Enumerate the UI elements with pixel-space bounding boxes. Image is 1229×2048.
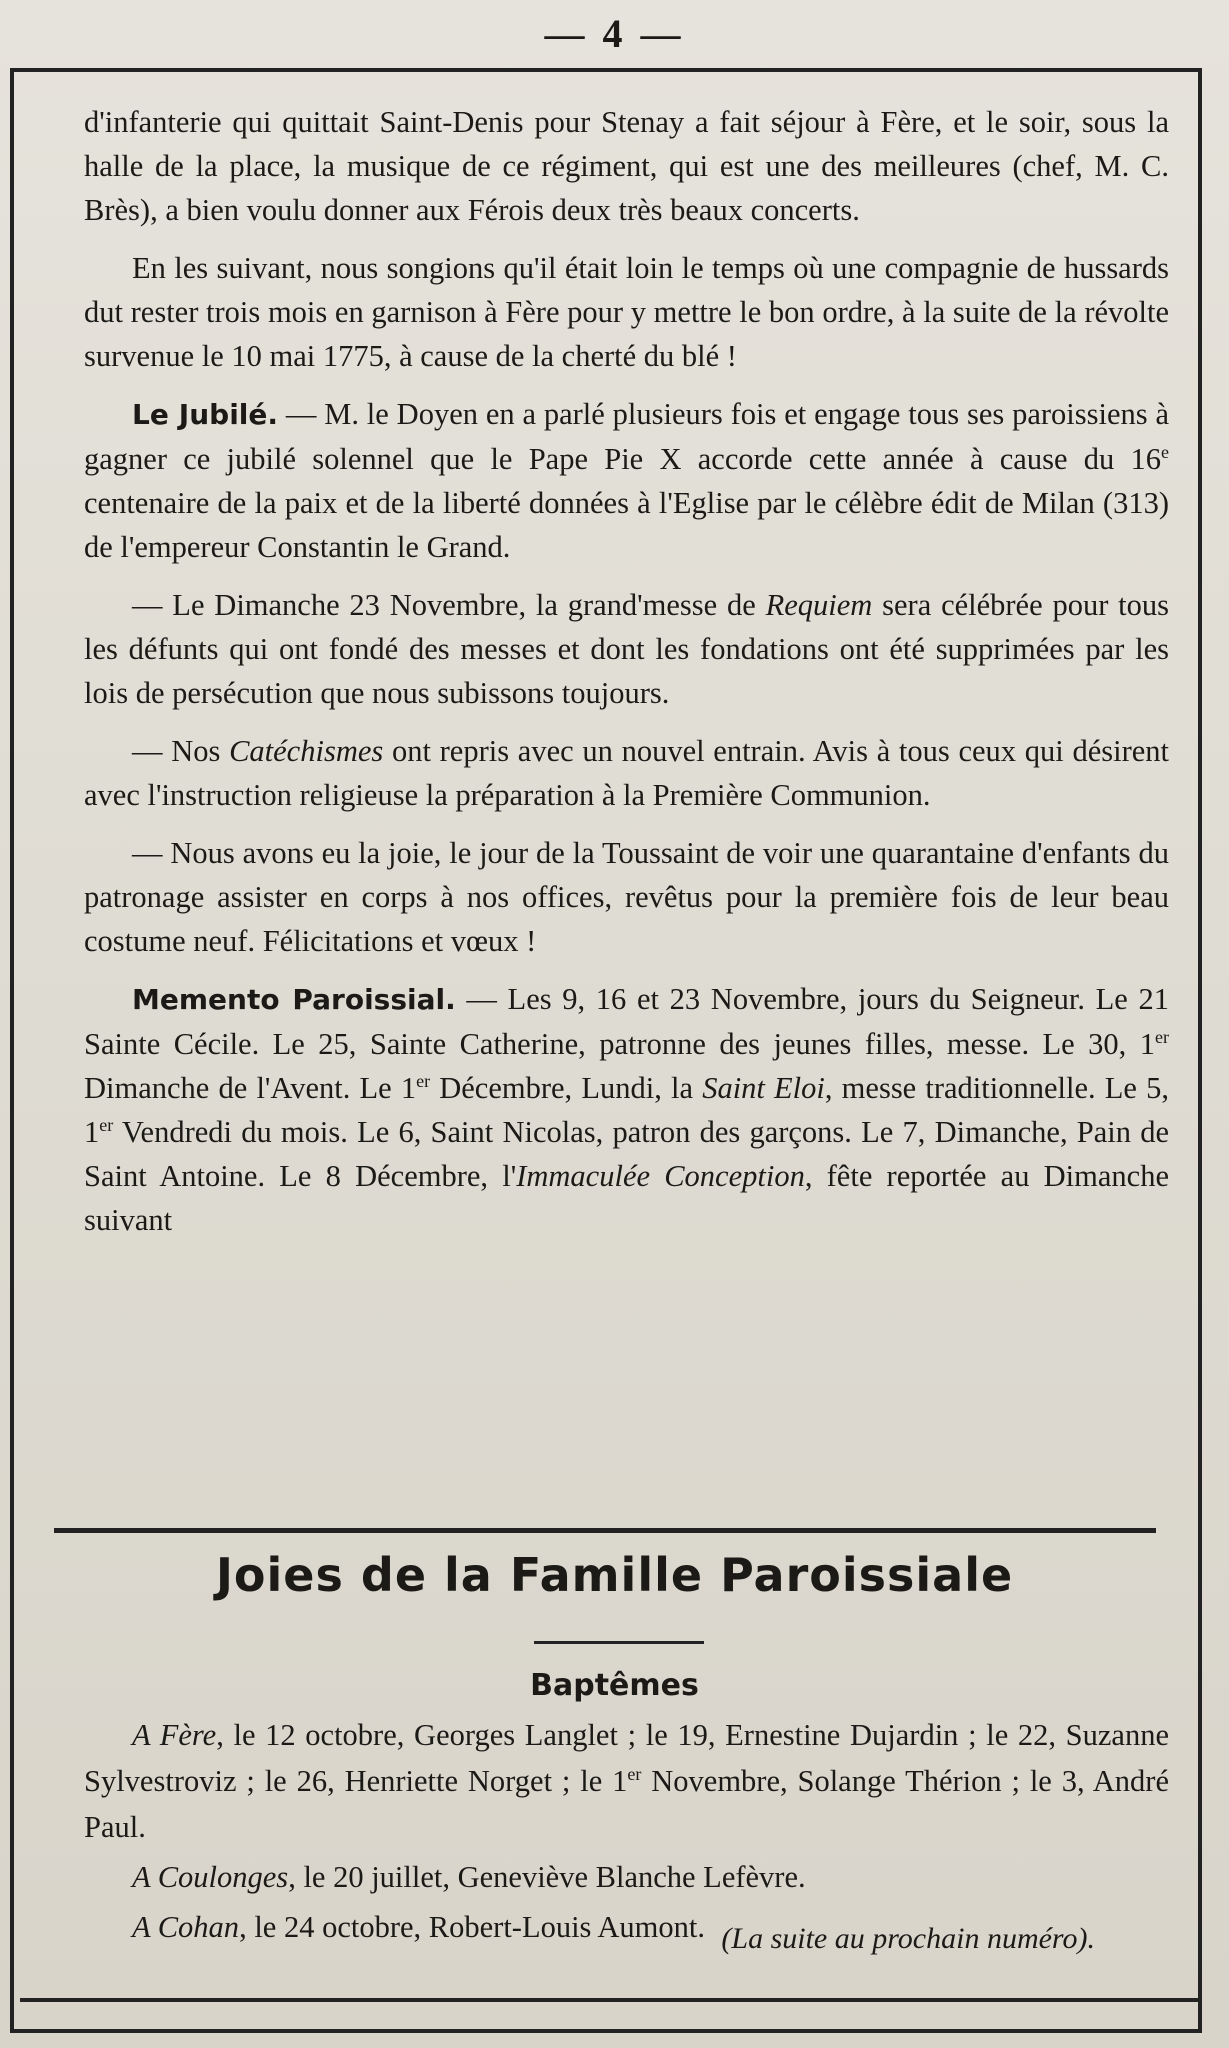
section-title: Joies de la Famille Paroissiale	[215, 1548, 1014, 1602]
paragraph-concerts: d'infanterie qui quittait Saint-Denis pour Stenay a fait séjour à Fère, et le soir, sous la halle de la place, la musique de ce régiment, qui est une des meilleures (chef, M. C. Brès), a bien voulu donner aux Férois deux très beaux concerts.	[84, 105, 1169, 227]
page-number: — 4 —	[544, 11, 685, 56]
bapteme-cohan: A Cohan, le 24 octobre, Robert-Louis Aumont.	[132, 1910, 705, 1944]
bapteme-fere: A Fère, le 12 octobre, Georges Langlet ; le 19, Ernestine Dujardin ; le 22, Suzanne Sylvestroviz ; le 26, Henriette Norget ; le 1er Novembre, Solange Thérion ; le 3, André Paul.	[84, 1718, 1169, 1844]
title-underline	[534, 1641, 704, 1644]
heading-jubile: Le Jubilé.	[132, 398, 279, 431]
paragraph-jubile: Le Jubilé. — M. le Doyen en a parlé plusieurs fois et engage tous ses paroissiens à gagner ce jubilé solennel que le Pape Pie X accorde cette année à cause du 16e centenaire de la paix et de la liberté données à l'Eglise par le célèbre édit de Milan (313) de l'empereur Constantin le Grand.	[84, 397, 1169, 564]
continued-note: (La suite au prochain numéro).	[721, 1922, 1095, 1955]
bapteme-coulonges: A Coulonges, le 20 juillet, Geneviève Blanche Lefèvre.	[132, 1860, 806, 1894]
bottom-border	[20, 1998, 1202, 2002]
paragraph-catechismes: — Nos Catéchismes ont repris avec un nouvel entrain. Avis à tous ceux qui désirent avec l'instruction religieuse la préparation à la Première Communion.	[84, 734, 1170, 812]
article-body	[84, 100, 1169, 1256]
paragraph-requiem: — Le Dimanche 23 Novembre, la grand'messe de Requiem sera célébrée pour tous les défunts qui ont fondé des messes et dont les fondations ont été supprimées par les lois de persécution que nous subissons toujours.	[84, 588, 1170, 710]
subsection-title: Baptêmes	[530, 1668, 699, 1703]
paragraph-hussards: En les suivant, nous songions qu'il était loin le temps où une compagnie de hussards dut rester trois mois en garnison à Fère pour y mettre le bon ordre, à la suite de la révolte survenue le 10 mai 1775, à cause de la cherté du blé !	[84, 251, 1169, 373]
heading-memento: Memento Paroissial.	[132, 983, 456, 1016]
section-divider	[54, 1528, 1156, 1533]
paragraph-toussaint: — Nous avons eu la joie, le jour de la Toussaint de voir une quarantaine d'enfants du patronage assister en corps à nos offices, revêtus pour la première fois de leur beau costume neuf. Félicitations et vœux !	[84, 836, 1169, 958]
baptemes-list	[84, 1712, 1169, 1954]
paragraph-memento: Memento Paroissial. — Les 9, 16 et 23 Novembre, jours du Seigneur. Le 21 Sainte Cécile. Le 25, Sainte Catherine, patronne des jeunes filles, messe. Le 30, 1er Dimanche de l'Avent. Le 1er Décembre, Lundi, la Saint Eloi, messe traditionnelle. Le 5, 1er Vendredi du mois. Le 6, Saint Nicolas, patron des garçons. Le 7, Dimanche, Pain de Saint Antoine. Le 8 Décembre, l'Immaculée Conception, fête reportée au Dimanche suivant	[84, 982, 1170, 1237]
